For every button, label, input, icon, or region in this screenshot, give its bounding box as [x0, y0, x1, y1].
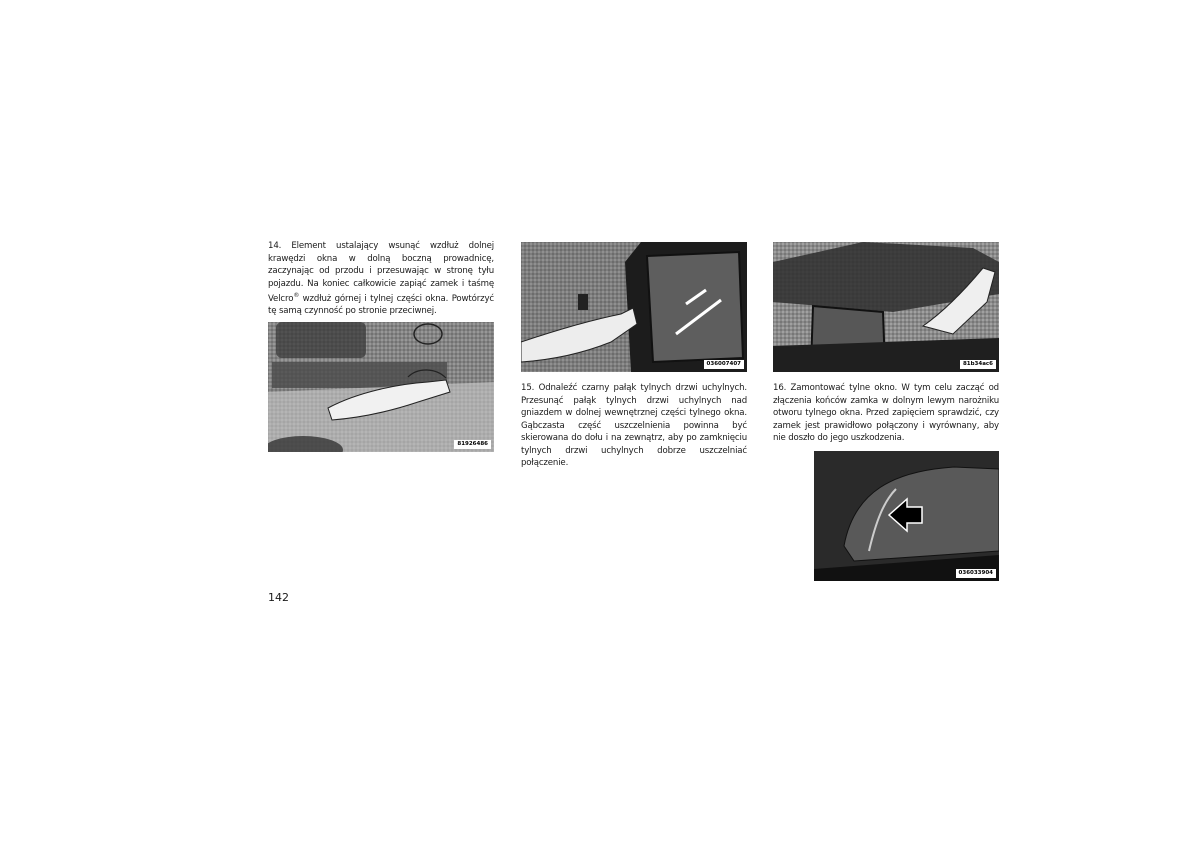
registered-mark: ® — [293, 292, 300, 299]
step-14-text-rest: wzdłuż górnej i tylnej części okna. Powtórzyć tę samą czynność po stronie przeciwnej. — [268, 293, 494, 317]
figure-step-14 — [268, 322, 494, 452]
page-number: 142 — [268, 591, 289, 604]
step-16-text-content: 16. Zamontować tylne okno. W tym celu zacząć od złączenia końców zamka w dolnym lewym narożniku otworu tylnego okna. Przed zapięciem sprawdzić, czy zamek jest prawidłowo połączony i wyrównany, aby nie doszło do jego uszkodzenia. — [773, 383, 999, 443]
step-16-text — [773, 382, 999, 445]
figure-step-15 — [521, 242, 747, 372]
figure-code: 81926486 — [454, 440, 491, 449]
figure-step-16-top-illustration — [773, 242, 999, 372]
figure-code: 81b34ac6 — [960, 360, 996, 369]
figure-step-16-bottom-illustration — [814, 451, 999, 581]
step-14-text-main: 14. Element ustalający wsunąć wzdłuż dolnej krawędzi okna w dolną boczną prowadnicę, zaczynając od przodu i przesuwając w stronę tyłu pojazdu. Na koniec całkowicie zapiąć zamek i taśmę Velcro — [268, 241, 494, 304]
step-15-text-content: 15. Odnaleźć czarny pałąk tylnych drzwi uchylnych. Przesunąć pałąk tylnych drzwi uchylnych nad gniazdem w dolnej wewnętrznej części tylnego okna. Gąbczasta część uszczelnienia powinna być skierowana do dołu i na zewnątrz, aby po zamknięciu tylnych drzwi uchylnych dobrze uszczelniać połączenie. — [521, 383, 747, 468]
figure-step-15-illustration — [521, 242, 747, 372]
figure-code: 036007407 — [704, 360, 744, 369]
figure-step-16-bottom — [814, 451, 999, 581]
step-14-text — [268, 240, 494, 318]
figure-step-14-illustration — [268, 322, 494, 452]
step-15-text — [521, 382, 747, 470]
figure-code: 036033904 — [956, 569, 996, 578]
figure-step-16-top — [773, 242, 999, 372]
